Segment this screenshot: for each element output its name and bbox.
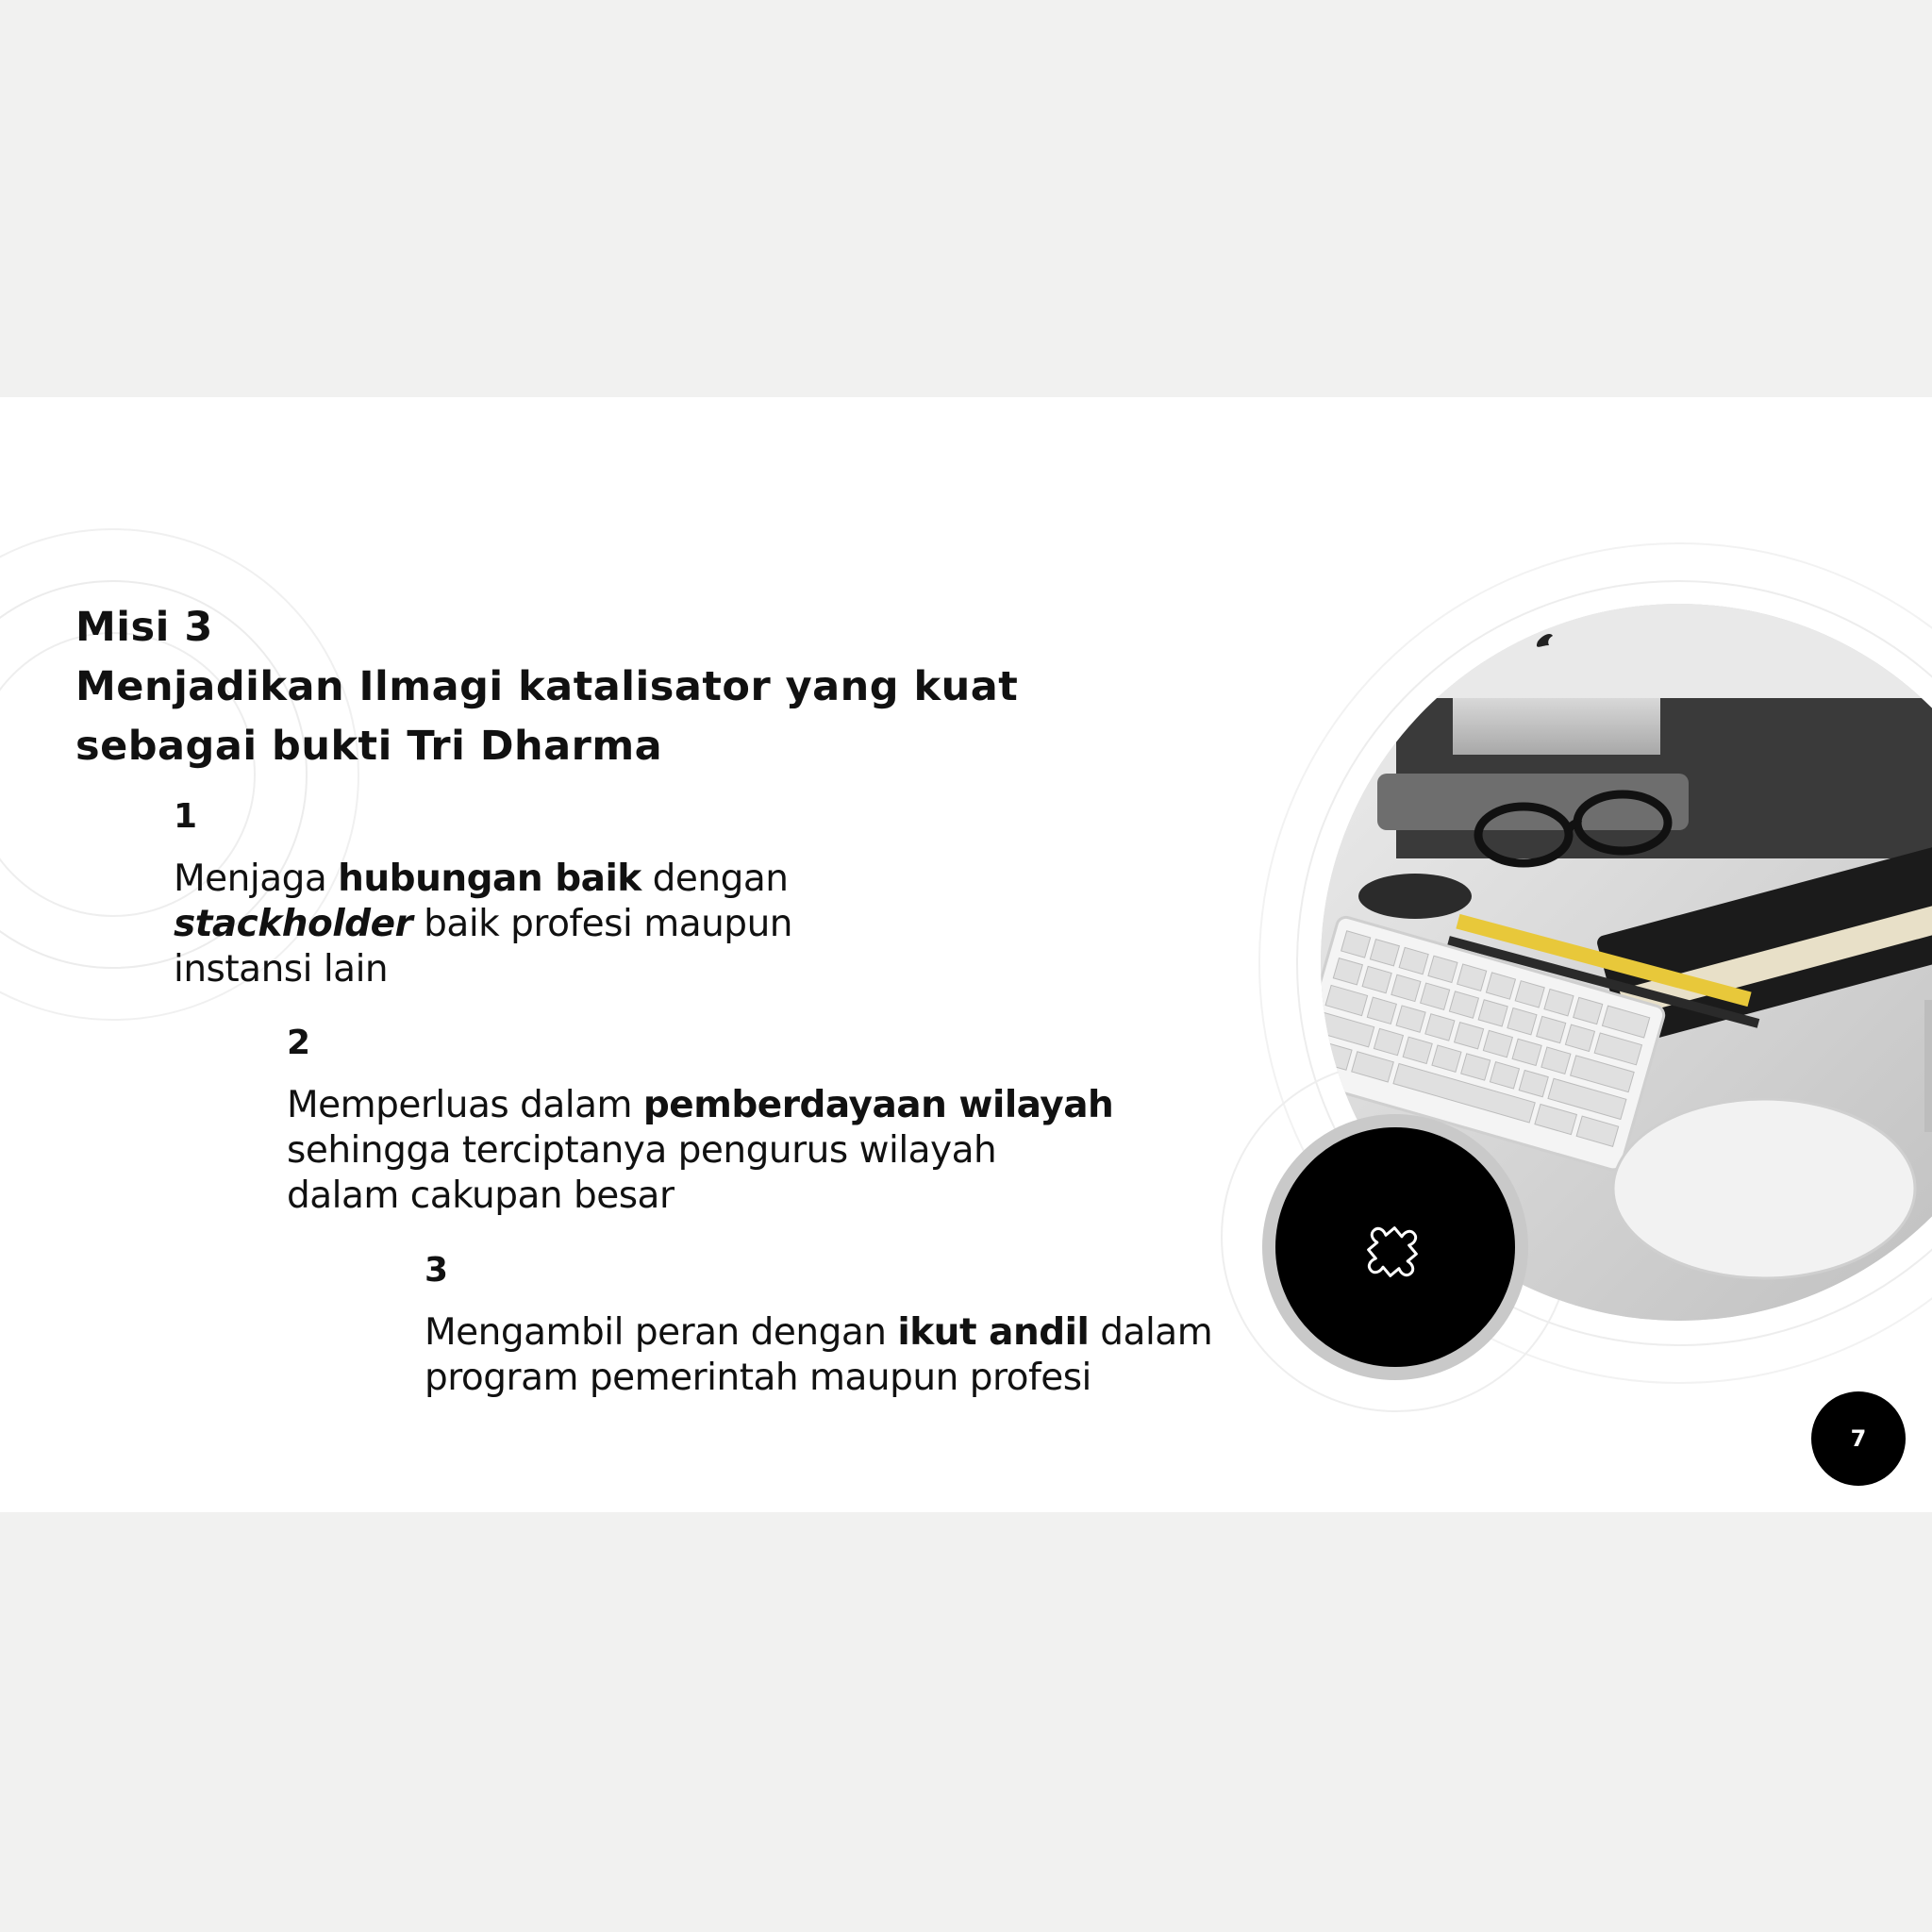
mission-item-2 [287,1024,1136,1219]
text-segment: Mengambil peran dengan [425,1311,898,1354]
page-number-badge: 7 [1811,1391,1906,1486]
text-segment: Menjaga [174,858,339,900]
slide [0,397,1932,1512]
text-emphasis-italic: stackholder [174,903,413,945]
mission-item-3 [425,1252,1274,1401]
puzzle-badge [1262,1114,1528,1380]
text-segment: Memperluas dalam [287,1084,643,1126]
item-number: 3 [425,1251,449,1290]
puzzle-piece-icon [1355,1207,1436,1288]
text-segment: sehingga terciptanya pengurus wilayah [287,1129,997,1172]
text-segment: dengan [641,858,789,900]
text-emphasis: pemberdayaan wilayah [642,1084,1114,1126]
mission-item-1 [174,798,853,992]
slide-title [75,598,1018,776]
item-number: 1 [174,797,198,836]
item-text [287,1083,1136,1219]
text-segment: baik profesi maupun [412,903,793,945]
text-emphasis: hubungan baik [338,858,641,900]
item-number: 2 [287,1024,311,1062]
text-segment: dalam [1089,1311,1213,1354]
text-emphasis: ikut andil [897,1311,1090,1354]
text-segment: dalam cakupan besar [287,1174,675,1217]
text-segment: program pemerintah maupun profesi [425,1357,1091,1399]
title-line-2: Menjadikan Ilmagi katalisator yang kuat [75,663,1019,710]
title-line-1: Misi 3 [75,604,213,651]
item-text [174,857,853,992]
text-segment: instansi lain [174,948,389,991]
item-text [425,1310,1274,1401]
title-line-3: sebagai bukti Tri Dharma [75,723,663,770]
